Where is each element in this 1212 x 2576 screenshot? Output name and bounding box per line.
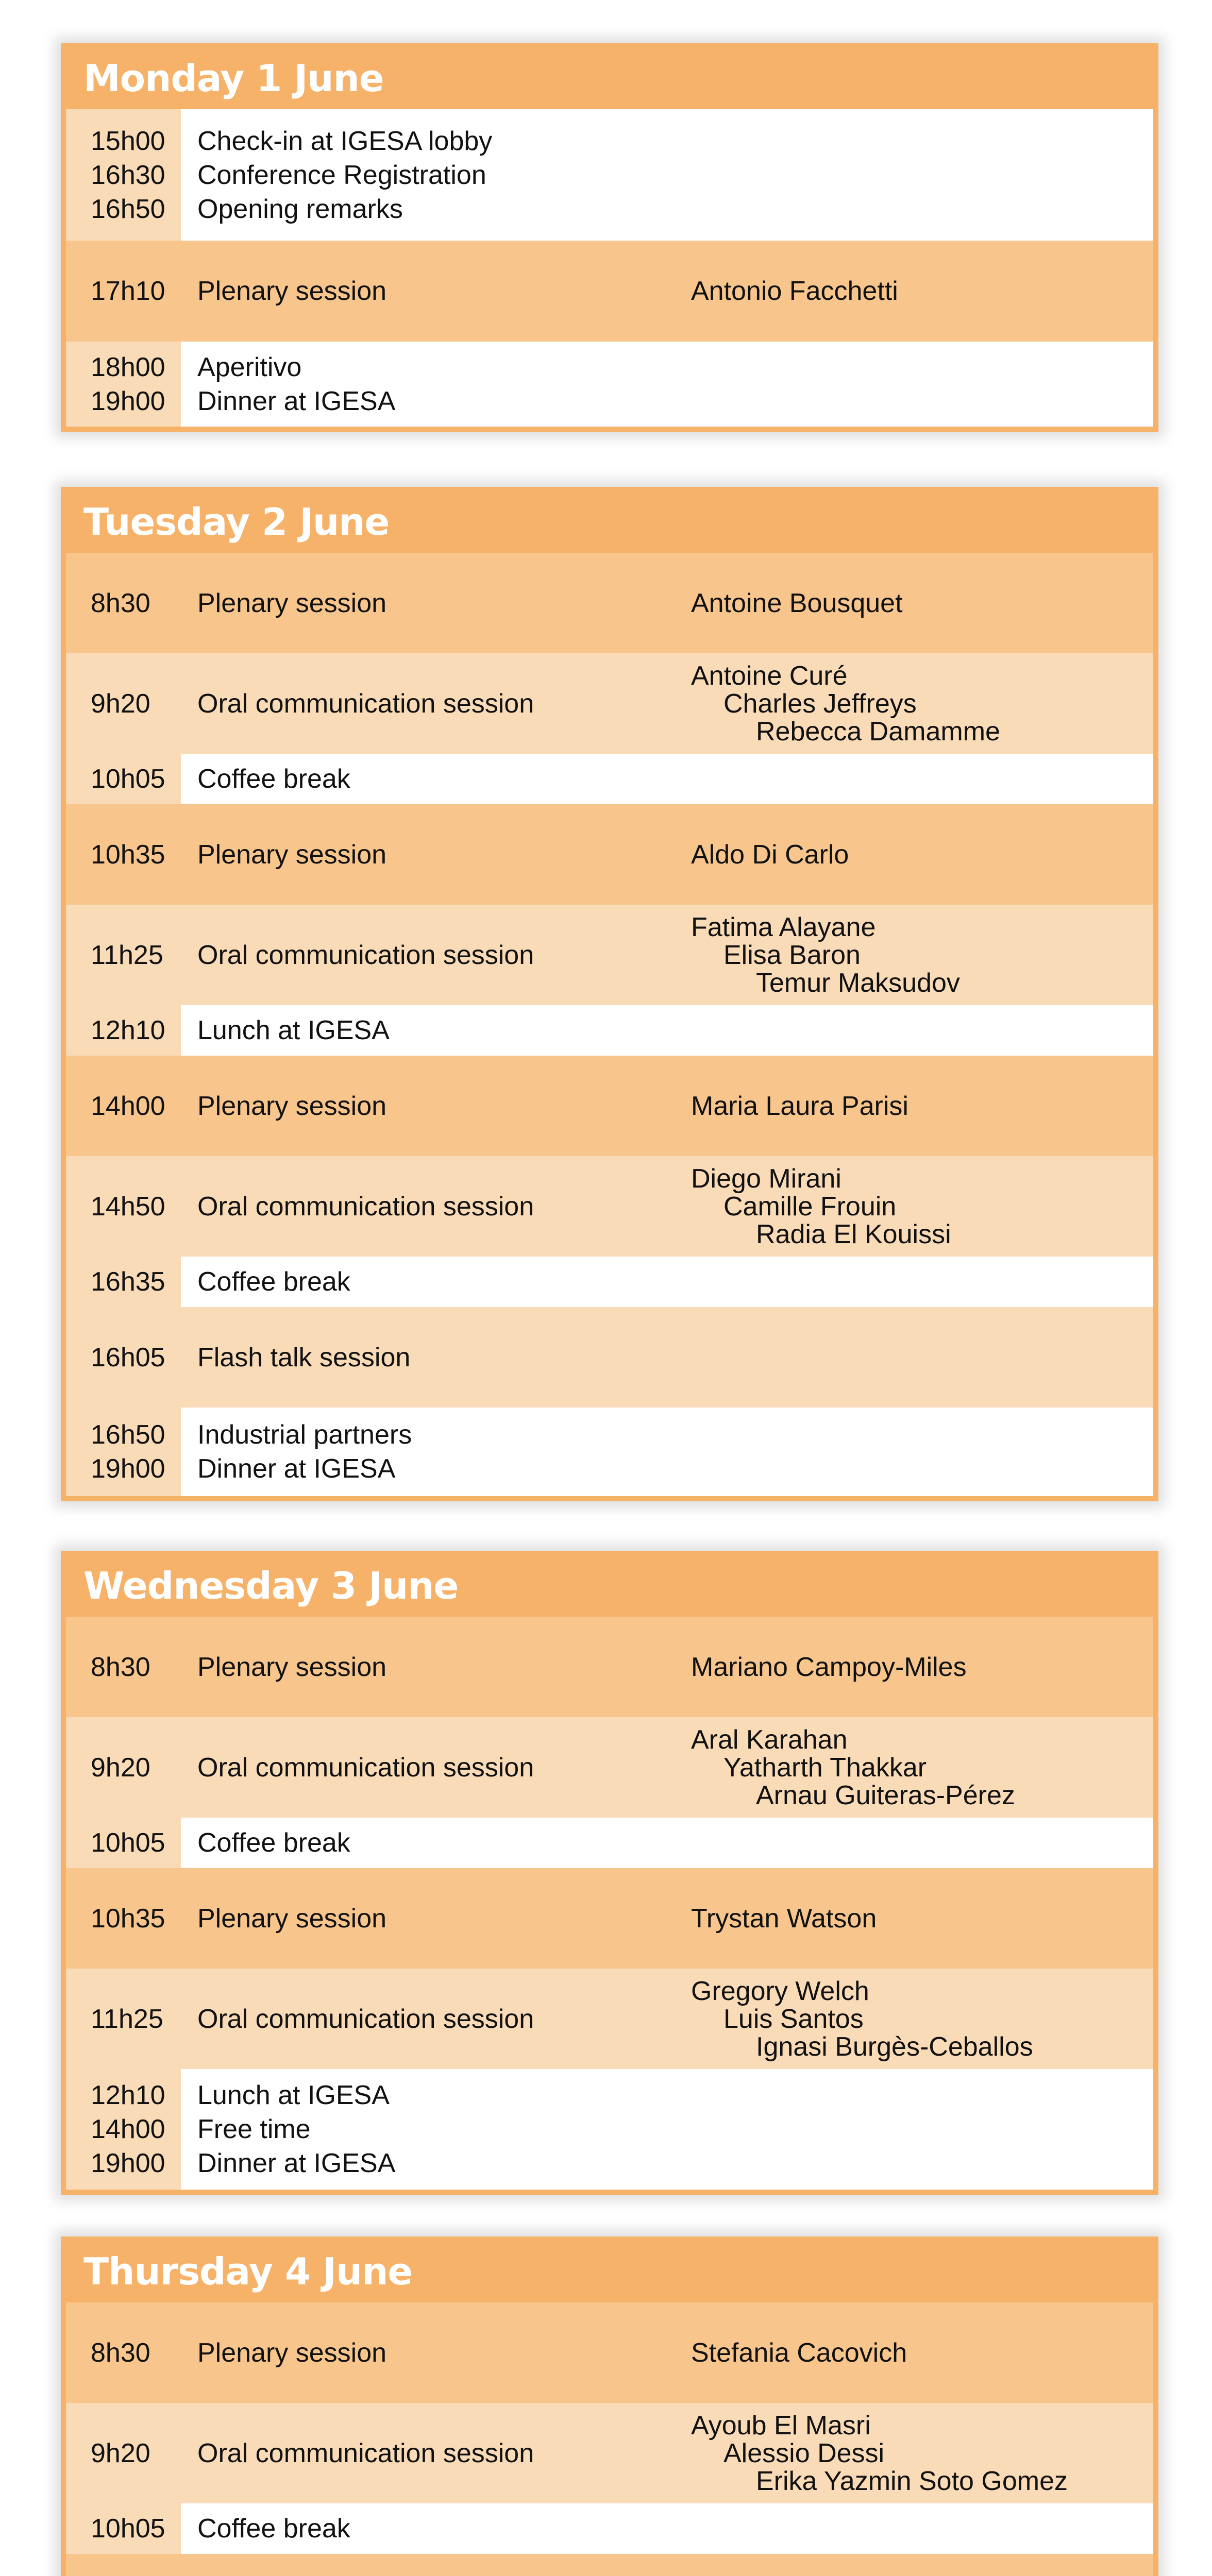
session-title: Lunch at IGESA (197, 1015, 390, 1045)
session-title: Plenary session (197, 1091, 387, 1121)
schedule-row (66, 1005, 1153, 1056)
schedule-row (66, 1868, 1153, 1969)
speaker-list (691, 841, 1153, 869)
event-label: Dinner at IGESA (197, 386, 396, 416)
time: 10h05 (66, 754, 181, 804)
schedule-row (66, 804, 1153, 905)
schedule-row (66, 553, 1153, 653)
time: 14h50 (91, 1191, 165, 1222)
time: 16h30 (91, 160, 165, 190)
schedule-group (66, 1408, 1153, 1496)
speaker-list (691, 1165, 1153, 1248)
time: 15h00 (91, 126, 165, 156)
speaker-list (691, 589, 1153, 617)
time: 8h30 (91, 588, 150, 618)
time: 10h35 (91, 839, 165, 870)
schedule-row (66, 1717, 1153, 1818)
time: 10h05 (66, 2503, 181, 2554)
speaker-list (691, 1977, 1153, 2061)
schedule-group (66, 342, 1153, 427)
day-monday (61, 43, 1158, 432)
session-title: Plenary session (197, 839, 387, 870)
schedule-row (66, 653, 1153, 754)
schedule-row (66, 241, 1153, 342)
time (66, 2554, 181, 2576)
time: 9h20 (91, 688, 150, 719)
speaker: Antoine Bousquet (691, 588, 903, 618)
speaker-list (691, 2412, 1153, 2495)
event-label: Dinner at IGESA (197, 2148, 396, 2178)
speaker: Temur Maksudov (756, 968, 960, 998)
time: 19h00 (91, 386, 165, 416)
session-title: Oral communication session (197, 2438, 534, 2468)
session-title: Oral communication session (197, 2004, 534, 2034)
time: 14h00 (91, 1091, 165, 1121)
speaker: Elisa Baron (723, 940, 861, 970)
day-wednesday (61, 1551, 1158, 2195)
time: 16h05 (91, 1342, 165, 1372)
speaker: Erika Yazmin Soto Gomez (756, 2466, 1068, 2496)
time: 16h35 (66, 1257, 181, 1307)
schedule-row (66, 1617, 1153, 1717)
schedule-row (66, 1307, 1153, 1408)
schedule-row (66, 1969, 1153, 2069)
schedule-row (66, 2403, 1153, 2503)
speaker: Rebecca Damamme (756, 716, 1000, 747)
time: 10h35 (91, 1903, 165, 1934)
session-title: Plenary session (197, 588, 387, 618)
session-title: Coffee break (197, 764, 350, 794)
time: 17h10 (91, 276, 165, 306)
event-label: Dinner at IGESA (197, 1454, 396, 1484)
time: 16h50 (91, 194, 165, 224)
speaker: Aldo Di Carlo (691, 839, 849, 870)
speaker: Fatima Alayane (691, 912, 876, 942)
session-title: Flash talk session (197, 1342, 411, 1372)
speaker: Trystan Watson (691, 1903, 877, 1934)
speaker: Maria Laura Parisi (691, 1091, 908, 1121)
day-thursday (61, 2236, 1158, 2576)
speaker: Charles Jeffreys (723, 688, 917, 719)
speaker: Antonio Facchetti (691, 276, 898, 306)
session-title: Oral communication session (197, 940, 534, 970)
event-label: Conference Registration (197, 160, 486, 190)
speaker: Gregory Welch (691, 1976, 869, 2006)
day-title: Tuesday 2 June (83, 500, 390, 544)
event-label: Opening remarks (197, 194, 403, 224)
session-title: Coffee break (197, 2514, 350, 2544)
schedule-row (66, 1818, 1153, 1868)
time: 12h10 (66, 1005, 181, 1056)
day-title: Wednesday 3 June (83, 1564, 459, 1607)
schedule-row (66, 754, 1153, 804)
speaker: Mariano Campoy-Miles (691, 1652, 967, 1682)
time: 8h30 (91, 1652, 150, 1682)
session-title: Coffee break (197, 1267, 350, 1297)
time: 11h25 (91, 940, 163, 970)
speaker: Stefania Cacovich (691, 2337, 907, 2368)
schedule-row (66, 1156, 1153, 1257)
speaker: Alessio Dessi (723, 2438, 885, 2468)
time: 18h00 (91, 352, 165, 382)
speaker: Luis Santos (723, 2004, 864, 2034)
event-label: Free time (197, 2114, 311, 2144)
time: 19h00 (91, 1454, 165, 1484)
time: 19h00 (91, 2148, 165, 2178)
speaker: Yatharth Thakkar (723, 1752, 927, 1783)
speaker-list (691, 277, 1153, 305)
speaker: Ignasi Burgès-Ceballos (756, 2031, 1033, 2062)
schedule-row (66, 2302, 1153, 2403)
speaker: Diego Mirani (691, 1163, 841, 1194)
speaker-list (691, 1905, 1153, 1933)
speaker-list (691, 1653, 1153, 1681)
event-label: Industrial partners (197, 1420, 412, 1450)
speaker-list (691, 1726, 1153, 1809)
speaker-list (691, 913, 1153, 997)
schedule-row (66, 905, 1153, 1005)
event-label: Check-in at IGESA lobby (197, 126, 493, 156)
time: 16h50 (91, 1420, 165, 1450)
schedule-row (66, 1056, 1153, 1156)
session-title: Oral communication session (197, 1752, 534, 1783)
schedule-group (66, 109, 1153, 241)
speaker: Arnau Guiteras-Pérez (756, 1780, 1015, 1810)
session-title: Plenary session (197, 1652, 387, 1682)
day-title: Monday 1 June (83, 57, 384, 100)
session-title: Oral communication session (197, 688, 534, 719)
speaker: Aral Karahan (691, 1724, 848, 1755)
day-title: Thursday 4 June (83, 2250, 413, 2293)
event-label: Lunch at IGESA (197, 2080, 390, 2110)
session-title: Coffee break (197, 1828, 350, 1858)
time: 9h20 (91, 1752, 150, 1783)
time: 10h05 (66, 1818, 181, 1868)
schedule-row (66, 1257, 1153, 1307)
schedule-row (66, 2503, 1153, 2554)
time: 11h25 (91, 2004, 163, 2034)
session-title: Plenary session (197, 276, 387, 306)
speaker: Camille Frouin (723, 1191, 897, 1222)
day-tuesday (61, 487, 1158, 1501)
session-title: Plenary session (197, 1903, 387, 1934)
time: 8h30 (91, 2337, 150, 2368)
speaker: Ayoub El Masri (691, 2410, 871, 2441)
speaker-list (691, 662, 1153, 745)
time: 9h20 (91, 2438, 150, 2468)
speaker: Radia El Kouissi (756, 1219, 951, 1249)
session-title: Plenary session (197, 2337, 387, 2368)
schedule-group (66, 2069, 1153, 2190)
time: 14h00 (91, 2114, 165, 2144)
speaker: Antoine Curé (691, 660, 848, 691)
speaker-list (691, 2339, 1153, 2367)
session-title: Oral communication session (197, 1191, 534, 1222)
schedule-row (66, 2554, 1153, 2576)
time: 12h10 (91, 2080, 165, 2110)
speaker-list (691, 1092, 1153, 1120)
event-label: Aperitivo (197, 352, 302, 382)
